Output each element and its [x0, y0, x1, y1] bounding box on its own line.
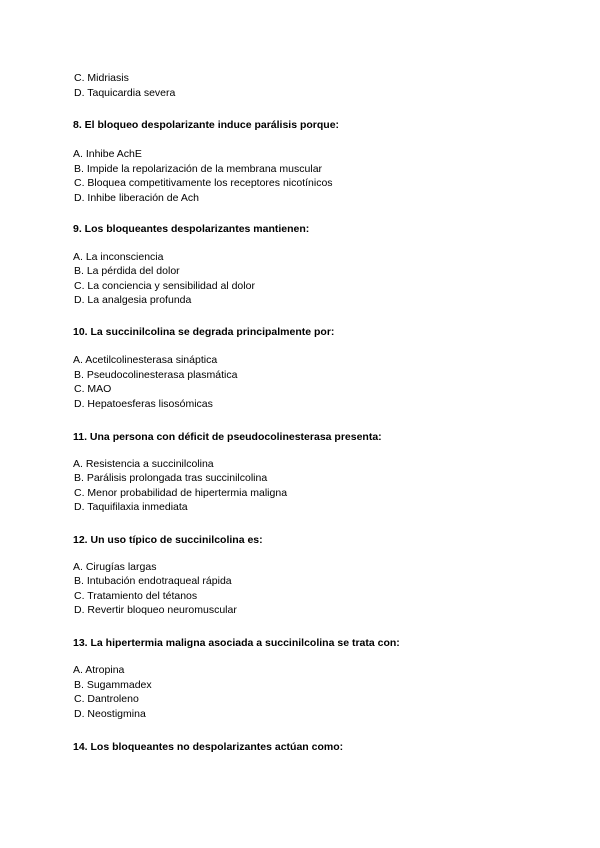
option-text: D. Taquicardia severa [74, 87, 176, 99]
question-title: 14. Los bloqueantes no despolarizantes actúan como: [73, 741, 344, 753]
option-text: C. Menor probabilidad de hipertermia maligna [74, 487, 288, 499]
option-text: A. Cirugías largas [73, 561, 157, 573]
option-text: C. Dantroleno [74, 693, 139, 705]
option-text: D. La analgesia profunda [74, 294, 192, 306]
question-title: 9. Los bloqueantes despolarizantes mantienen: [73, 223, 310, 235]
option-text: D. Hepatoesferas lisosómicas [74, 398, 213, 410]
option-text: B. Intubación endotraqueal rápida [74, 575, 232, 587]
option-text: C. La conciencia y sensibilidad al dolor [74, 280, 255, 292]
question-title: 8. El bloqueo despolarizante induce parálisis porque: [73, 119, 340, 131]
option-text: D. Neostigmina [74, 708, 146, 720]
option-text: B. Parálisis prolongada tras succinilcolina [74, 472, 268, 484]
option-text: C. Tratamiento del tétanos [74, 590, 198, 602]
option-text: C. Bloquea competitivamente los receptores nicotínicos [74, 177, 333, 189]
option-text: A. Atropina [73, 664, 125, 676]
question-title: 13. La hipertermia maligna asociada a succinilcolina se trata con: [73, 637, 400, 649]
option-text: B. Pseudocolinesterasa plasmática [74, 369, 238, 381]
option-text: C. Midriasis [74, 72, 129, 84]
option-text: A. La inconsciencia [73, 251, 164, 263]
option-text: D. Revertir bloqueo neuromuscular [74, 604, 237, 616]
question-title: 10. La succinilcolina se degrada principalmente por: [73, 326, 335, 338]
option-text: B. Impide la repolarización de la membrana muscular [74, 163, 323, 175]
question-title: 12. Un uso típico de succinilcolina es: [73, 534, 263, 546]
option-text: B. La pérdida del dolor [74, 265, 180, 277]
option-text: C. MAO [74, 383, 112, 395]
option-text: A. Resistencia a succinilcolina [73, 458, 214, 470]
question-title: 11. Una persona con déficit de pseudocolinesterasa presenta: [73, 431, 382, 443]
option-text: B. Sugammadex [74, 679, 152, 691]
option-text: A. Inhibe AchE [73, 148, 142, 160]
option-text: D. Inhibe liberación de Ach [74, 192, 199, 204]
option-text: D. Taquifilaxia inmediata [74, 501, 188, 513]
option-text: A. Acetilcolinesterasa sináptica [73, 354, 218, 366]
